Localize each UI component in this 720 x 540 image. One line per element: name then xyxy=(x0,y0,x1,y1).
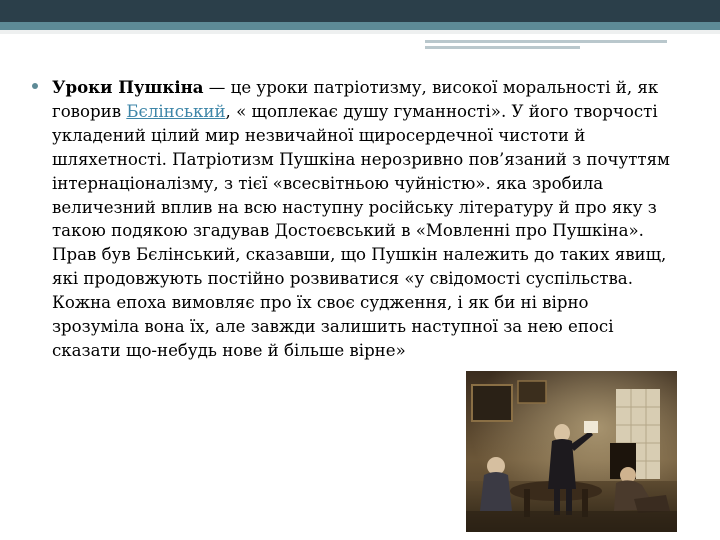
painting-image xyxy=(466,371,677,532)
header-dark-band xyxy=(0,0,720,22)
bullet-icon xyxy=(32,83,38,89)
paragraph-text-1: — це уроки патріотизму, високої моральності й, як говорив xyxy=(52,78,659,121)
belinsky-link[interactable]: Бєлінський xyxy=(126,101,226,121)
slide-body xyxy=(52,76,674,363)
header-accent-band xyxy=(0,22,720,30)
header-light-strip xyxy=(0,30,720,34)
header-decor-line xyxy=(425,46,580,49)
header-decor-line xyxy=(425,40,667,43)
main-paragraph xyxy=(52,76,674,363)
paragraph-title: Уроки Пушкіна xyxy=(52,77,204,97)
paragraph-text-2: , « щоплекає душу гуманності». У його творчості укладений цілий мир незвичайної щиросердечної чистоти й шляхетності. Патріотизм Пушкіна нерозривно пов’язаний з почуттям інтернаціоналізму, з тієї «всесвітньою чуйністю». яка зробила величезний вплив на всю наступну російську літературу й про яку з такою подякою згадував Достоєвський в «Мовленні про Пушкіна». Прав був Бєлінський, сказавши, що Пушкін належить до таких явищ, які продовжують постійно розвиватися «у свідомості суспільства. Кожна епоха вимовляє про їх своє судження, і як би ні вірно зрозуміла вона їх, але завжди залишить наступної за нею епосі сказати що-небудь нове й більше вірне» xyxy=(52,101,670,360)
